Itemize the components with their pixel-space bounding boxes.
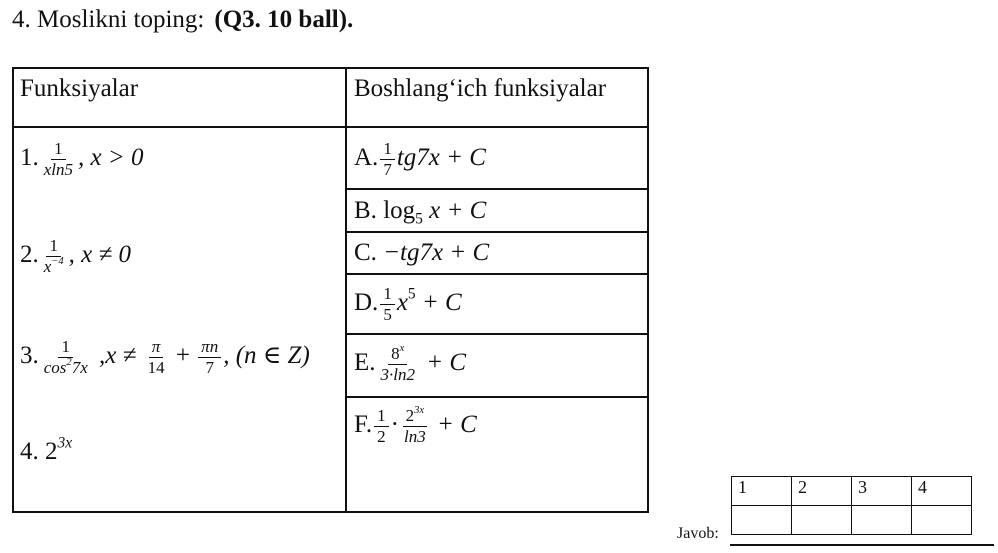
table-border-left	[12, 67, 14, 512]
option-letter: D.	[354, 289, 379, 317]
function-number: 1.	[20, 144, 39, 172]
question-prefix: 4. Moslikni toping:	[12, 6, 205, 33]
table-row-divider	[345, 188, 649, 190]
table-row-divider	[345, 333, 649, 335]
function-1	[20, 140, 144, 179]
answer-column-2: 2	[792, 477, 852, 506]
answer-label: Javob:	[677, 525, 719, 542]
answer-header-row	[732, 477, 972, 506]
function-3: 3. $\frac{1}{\cos^27x}$ ,x ≠ $\frac{\pi}{14}$ + $\frac{\pi n}{7}$ , (n ∈ Z)	[20, 337, 310, 377]
table-border-top	[12, 67, 649, 69]
table-border-bottom	[12, 511, 649, 513]
fraction: $\frac{1}{\cos^27x}$	[43, 337, 88, 377]
option-letter: C.	[354, 239, 377, 266]
table-border-right	[647, 67, 649, 512]
option-letter: E.	[354, 349, 376, 377]
option-d: D. $\frac{1}{5}$ $x^5 + C$	[354, 284, 462, 324]
question-title	[12, 6, 353, 34]
table-row-divider	[345, 273, 649, 275]
table-row-divider	[345, 231, 649, 233]
fraction: $\frac{1}{x^{-4}}$	[43, 236, 64, 276]
fraction: $\frac{1}{xln5}$	[43, 139, 74, 179]
option-f: F. $\frac{1}{2}$ · $\frac{2^{3x}}{\ln 3}$ + C	[354, 405, 477, 446]
header-functions: Funksiyalar	[20, 75, 139, 102]
answer-column-1: 1	[732, 477, 792, 506]
function-4: 4. $2^{3x}$	[20, 434, 73, 465]
answer-table	[731, 476, 972, 535]
function-number: 2.	[20, 241, 39, 269]
condition: , x ≠ 0	[68, 241, 131, 269]
table-header-divider	[12, 126, 649, 128]
answer-cell-4[interactable]	[912, 506, 972, 535]
option-b: B. $\log_5 x + C$	[354, 197, 487, 228]
question-points: (Q3. 10 ball).	[214, 6, 354, 33]
condition: , x > 0	[78, 144, 144, 172]
answer-column-3: 3	[852, 477, 912, 506]
matching-table	[12, 67, 649, 512]
header-antiderivatives: Boshlang‘ich funksiyalar	[354, 75, 607, 102]
option-letter: B.	[354, 197, 377, 224]
table-column-divider	[345, 67, 347, 512]
option-letter: A.	[354, 144, 379, 172]
option-a: A. $\frac{1}{7}$ tg7x + C	[354, 139, 486, 179]
answer-cell-3[interactable]	[852, 506, 912, 535]
answer-cell-2[interactable]	[792, 506, 852, 535]
answer-cell-1[interactable]	[732, 506, 792, 535]
function-number: 3.	[20, 342, 39, 370]
function-2	[20, 237, 131, 276]
answer-column-4: 4	[912, 477, 972, 506]
option-letter: F.	[354, 411, 373, 439]
table-row-divider	[345, 396, 649, 398]
function-number: 4.	[20, 438, 39, 465]
answer-input-row	[732, 506, 972, 535]
option-c: C. −tg7x + C	[354, 239, 490, 266]
answer-underline	[730, 544, 994, 546]
option-e: E. $\frac{8^x}{3\cdot\ln 2}$ + C	[354, 343, 467, 384]
